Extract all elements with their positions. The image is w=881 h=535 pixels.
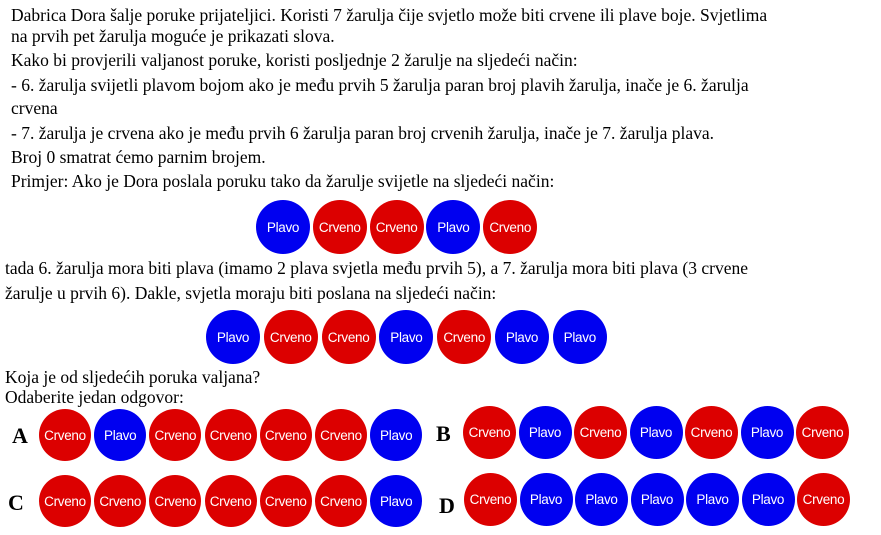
option-c-bulb-7-blue: Plavo <box>370 475 422 527</box>
option-b-bulb-5-red: Crveno <box>685 406 738 459</box>
option-b-bulb-1-red: Crveno <box>463 406 516 459</box>
intro-line-8: Primjer: Ako je Dora poslala poruku tako da žarulje svijetle na sljedeći način: <box>11 171 555 191</box>
example-2-bulb-7-blue: Plavo <box>553 310 607 364</box>
option-c-bulb-2-red: Crveno <box>94 475 146 527</box>
example-1-bulb-3-red: Crveno <box>370 200 424 254</box>
option-b-bulb-4-blue: Plavo <box>630 406 683 459</box>
option-letter-d[interactable]: D <box>439 493 455 518</box>
option-d-bulb-2-blue: Plavo <box>520 473 573 526</box>
intro-line-2: na prvih pet žarulja moguće je prikazati slova. <box>11 26 335 46</box>
intro-line-1: Dabrica Dora šalje poruke prijateljici. Koristi 7 žarulja čije svjetlo može biti crvene ili plave boje. Svjetlima <box>11 5 768 25</box>
option-c-bulb-1-red: Crveno <box>39 475 91 527</box>
option-d-bulb-1-red: Crveno <box>464 473 517 526</box>
option-a-bulb-4-red: Crveno <box>205 409 257 461</box>
option-b-bulb-3-red: Crveno <box>574 406 627 459</box>
middle-line-2: žarulje u prvih 6). Dakle, svjetla moraju biti poslana na sljedeći način: <box>5 283 497 303</box>
option-a-bulb-1-red: Crveno <box>39 409 91 461</box>
option-d-bulb-7-red: Crveno <box>797 473 850 526</box>
option-d-bulb-6-blue: Plavo <box>742 473 795 526</box>
option-d-bulb-3-blue: Plavo <box>575 473 628 526</box>
option-c-bulb-5-red: Crveno <box>260 475 312 527</box>
example-2-bulb-3-red: Crveno <box>322 310 376 364</box>
option-letter-c[interactable]: C <box>8 490 24 515</box>
example-2-bulb-6-blue: Plavo <box>495 310 549 364</box>
option-b-bulb-2-blue: Plavo <box>519 406 572 459</box>
intro-line-6: - 7. žarulja je crvena ako je među prvih 6 žarulja paran broj crvenih žarulja, inače je 7. žarulja plava. <box>11 123 715 143</box>
example-2-bulb-1-blue: Plavo <box>206 310 260 364</box>
answer-instruction: Odaberite jedan odgovor: <box>5 387 184 407</box>
option-c-bulb-3-red: Crveno <box>149 475 201 527</box>
option-a-bulb-6-red: Crveno <box>315 409 367 461</box>
option-b-bulb-6-blue: Plavo <box>741 406 794 459</box>
intro-line-7: Broj 0 smatrat ćemo parnim brojem. <box>11 147 266 167</box>
option-d-bulb-5-blue: Plavo <box>686 473 739 526</box>
middle-line-1: tada 6. žarulja mora biti plava (imamo 2 plava svjetla među prvih 5), a 7. žarulja mora biti plava (3 crvene <box>5 258 748 278</box>
example-2-bulb-2-red: Crveno <box>264 310 318 364</box>
option-c-bulb-4-red: Crveno <box>205 475 257 527</box>
example-1-bulb-5-red: Crveno <box>483 200 537 254</box>
example-1-bulb-1-blue: Plavo <box>256 200 310 254</box>
option-c-bulb-6-red: Crveno <box>315 475 367 527</box>
example-2-bulb-5-red: Crveno <box>437 310 491 364</box>
option-a-bulb-5-red: Crveno <box>260 409 312 461</box>
option-a-bulb-7-blue: Plavo <box>370 409 422 461</box>
intro-line-4: - 6. žarulja svijetli plavom bojom ako je među prvih 5 žarulja paran broj plavih žarulja, inače je 6. žarulja <box>11 75 749 95</box>
example-1-bulb-2-red: Crveno <box>313 200 367 254</box>
option-d-bulb-4-blue: Plavo <box>631 473 684 526</box>
option-letter-a[interactable]: A <box>12 423 28 448</box>
intro-line-5: crvena <box>11 98 58 118</box>
intro-line-3: Kako bi provjerili valjanost poruke, koristi posljednje 2 žarulje na sljedeći način: <box>11 50 578 70</box>
example-2-bulb-4-blue: Plavo <box>379 310 433 364</box>
example-1-bulb-4-blue: Plavo <box>426 200 480 254</box>
option-a-bulb-3-red: Crveno <box>149 409 201 461</box>
option-letter-b[interactable]: B <box>436 421 451 446</box>
option-a-bulb-2-blue: Plavo <box>94 409 146 461</box>
option-b-bulb-7-red: Crveno <box>796 406 849 459</box>
question-text: Koja je od sljedećih poruka valjana? <box>5 367 261 387</box>
